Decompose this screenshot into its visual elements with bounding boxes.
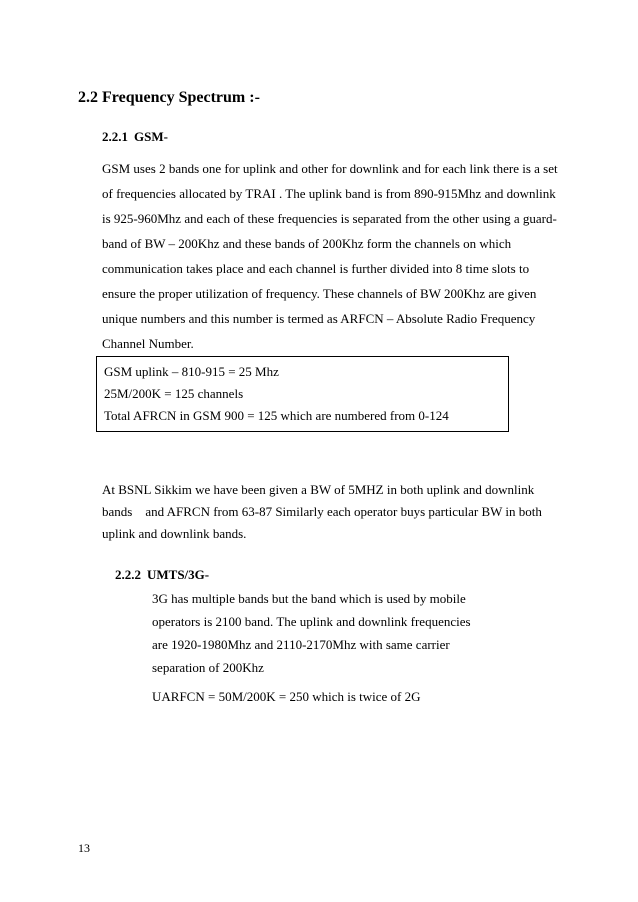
bsnl-paragraph-line: At BSNL Sikkim we have been given a BW of 5MHZ in both uplink and downlink xyxy=(102,482,535,497)
gsm-paragraph-line: is 925-960Mhz and each of these frequencies is separated from the other using a guard- xyxy=(102,211,557,226)
gsm-summary-line: 25M/200K = 125 channels xyxy=(104,386,244,401)
gsm-summary-box xyxy=(96,356,509,432)
gsm-paragraph-line: Channel Number. xyxy=(102,336,194,351)
umts-paragraph-line: 3G has multiple bands but the band which is used by mobile xyxy=(152,591,466,606)
gsm-subheading-number: 2.2.1 xyxy=(102,129,128,144)
bsnl-paragraph-line: uplink and downlink bands. xyxy=(102,526,247,541)
gsm-paragraph-line: of frequencies allocated by TRAI . The uplink band is from 890-915Mhz and downlink xyxy=(102,186,556,201)
gsm-paragraph-line: communication takes place and each channel is further divided into 8 time slots to xyxy=(102,261,530,276)
gsm-paragraph-line: GSM uses 2 bands one for uplink and other for downlink and for each link there is a set xyxy=(102,161,558,176)
section-heading: 2.2 Frequency Spectrum :- xyxy=(78,89,260,106)
umts-formula: UARFCN = 50M/200K = 250 which is twice of 2G xyxy=(152,689,421,704)
gsm-summary-line: Total AFRCN in GSM 900 = 125 which are numbered from 0-124 xyxy=(104,408,449,423)
umts-paragraph-line: operators is 2100 band. The uplink and downlink frequencies xyxy=(152,614,471,629)
umts-subheading xyxy=(115,566,209,584)
gsm-subheading xyxy=(102,128,168,146)
gsm-paragraph-line: band of BW – 200Khz and these bands of 200Khz form the channels on which xyxy=(102,236,512,251)
gsm-paragraph-line: unique numbers and this number is termed as ARFCN – Absolute Radio Frequency xyxy=(102,311,536,326)
gsm-subheading-title: GSM- xyxy=(134,129,168,144)
umts-paragraph-line: are 1920-1980Mhz and 2110-2170Mhz with same carrier xyxy=(152,637,450,652)
gsm-paragraph-line: ensure the proper utilization of frequency. These channels of BW 200Khz are given xyxy=(102,286,537,301)
bsnl-paragraph-line: bands and AFRCN from 63-87 Similarly each operator buys particular BW in both xyxy=(102,504,542,519)
page-number: 13 xyxy=(78,841,90,855)
gsm-summary-line: GSM uplink – 810-915 = 25 Mhz xyxy=(104,364,279,379)
umts-paragraph-line: separation of 200Khz xyxy=(152,660,264,675)
umts-subheading-title: UMTS/3G- xyxy=(147,567,210,582)
umts-subheading-number: 2.2.2 xyxy=(115,567,141,582)
